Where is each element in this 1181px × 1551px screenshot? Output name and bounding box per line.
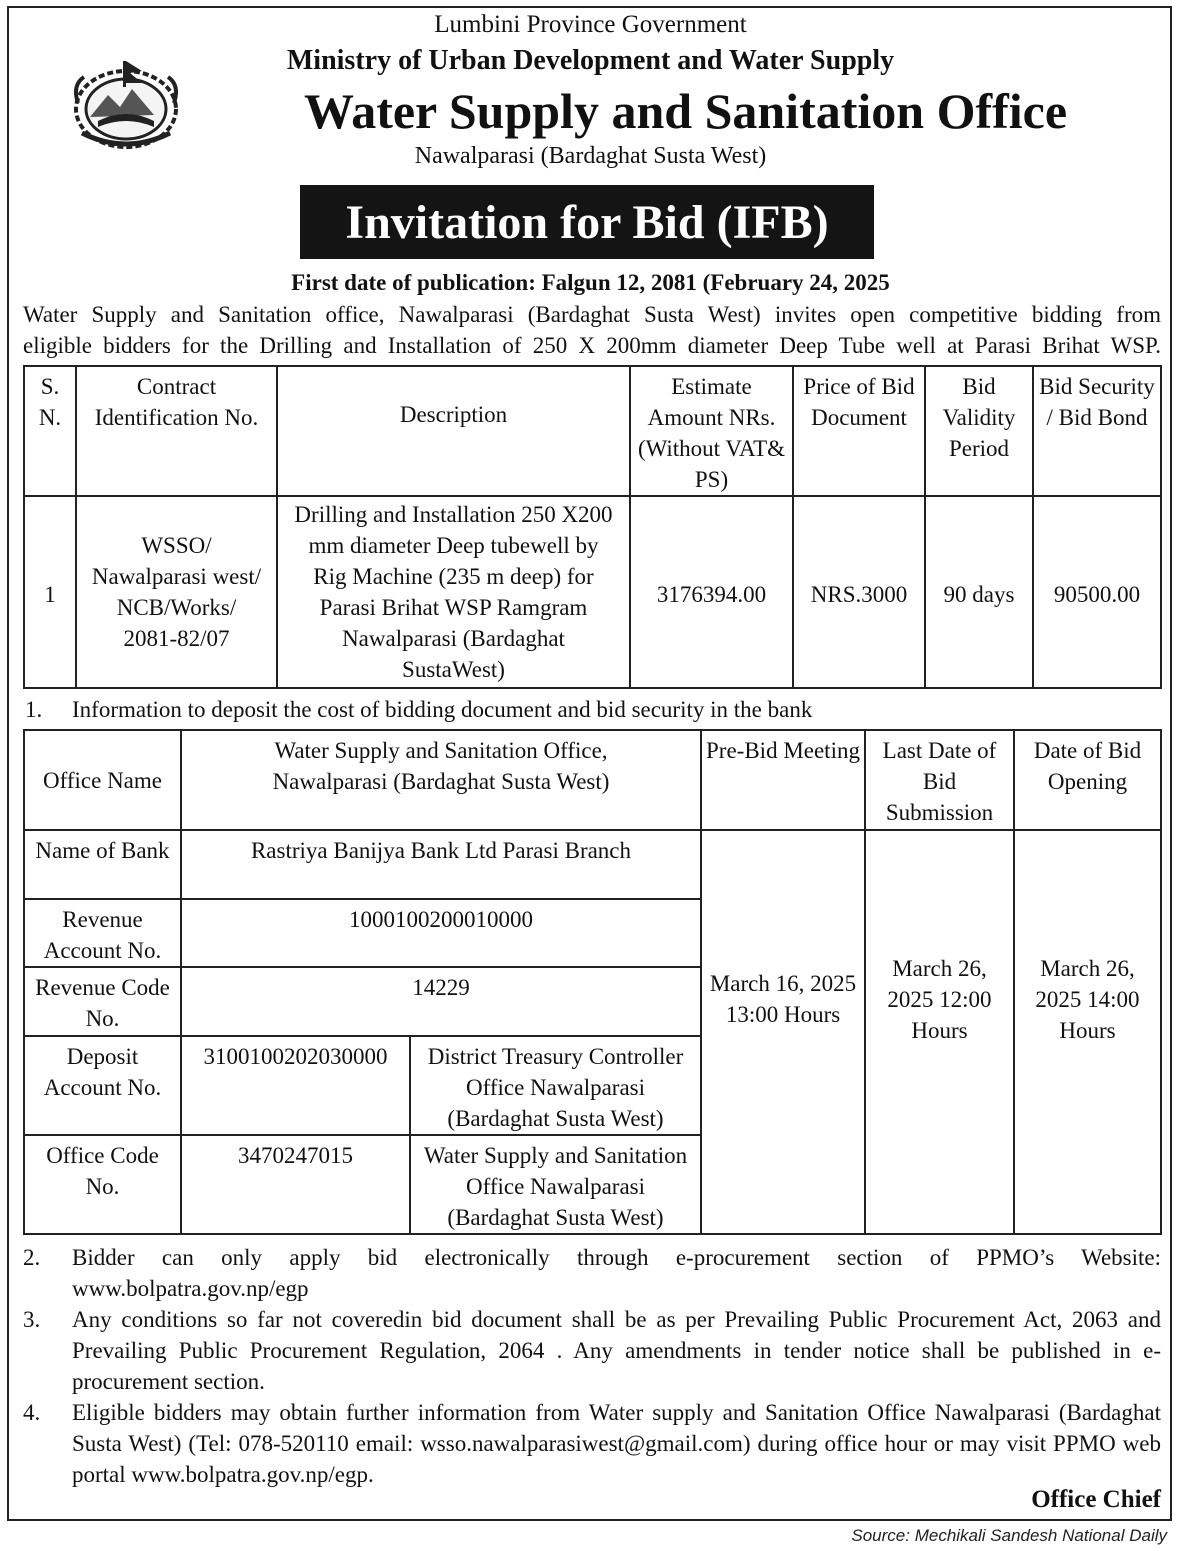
table-header-row [24,366,1161,496]
source-credit: Source: Mechikali Sandesh National Daily [851,1526,1167,1545]
last-date-label: Last Date of Bid Submission [865,730,1014,830]
pre-bid-label: Pre-Bid Meeting [701,730,865,830]
opening-date: March 26, 2025 14:00 Hours [1014,830,1161,1234]
cell-validity: 90 days [925,496,1033,688]
header-validity: Bid Validity Period [925,366,1033,496]
deposit-account-label: Deposit Account No. [24,1036,181,1135]
header-sn: S. N. [24,366,76,496]
table-header-row [24,730,1161,830]
intro-line: Water Supply and Sanitation office, Nawalparasi (Bardaghat Susta West) invites open competitive bidding from [23,302,1161,327]
bank-info-heading [25,697,812,723]
cell-estimate: 3176394.00 [630,496,793,688]
header-price: Price of Bid Document [793,366,925,496]
pre-bid-date: March 16, 2025 13:00 Hours [701,830,865,1234]
deposit-account-office: District Treasury Controller Office Nawalparasi (Bardaghat Susta West) [410,1036,701,1135]
office-location: Nawalparasi (Bardaghat Susta West) [414,143,767,169]
list-item [23,1397,1161,1490]
opening-label: Date of Bid Opening [1014,730,1161,830]
ministry-name: Ministry of Urban Development and Water Supply [286,45,895,76]
list-number: 2. [23,1245,41,1270]
table-row [24,496,1161,688]
office-name-value: Water Supply and Sanitation Office, Nawalparasi (Bardaghat Susta West) [181,730,701,830]
note-text: Any conditions so far not coveredin bid document shall be as per Prevailing Public Procurement Act, 2063 and Prevailing Public Procurement Regulation, 2064 . Any amendments in tender notice shall be published in e-procurement section. [72,1307,1161,1394]
table-row [24,830,1161,899]
note-text: Eligible bidders may obtain further information from Water supply and Sanitation Office Nawalparasi (Bardaghat Susta West) (Tel: 078-520110 email: wsso.nawalparasiwest@gmail.com) during office hour or may visit PPMO web portal www.bolpatra.gov.np/egp. [72,1400,1161,1487]
publication-date: First date of publication: Falgun 12, 2081 (February 24, 2025 [291,270,890,295]
bank-name-value: Rastriya Banijya Bank Ltd Parasi Branch [181,830,701,899]
bid-details-table [23,365,1162,689]
intro-paragraph [23,299,1161,361]
bank-info-text: Information to deposit the cost of bidding document and bid security in the bank [72,697,813,722]
office-code-label: Office Code No. [24,1135,181,1234]
revenue-code-label: Revenue Code No. [24,967,181,1036]
office-name-label: Office Name [24,730,181,830]
cell-price: NRS.3000 [793,496,925,688]
header-contract-id: Contract Identification No. [76,366,277,496]
revenue-account-label: Revenue Account No. [24,899,181,967]
office-code-value: 3470247015 [181,1135,410,1234]
note-text: Bidder can only apply bid electronically through e-procurement section of PPMO’s Website: www.bolpatra.gov.np/egp [72,1245,1161,1301]
list-item [23,1242,1161,1304]
notice-title: Invitation for Bid (IFB) [300,185,874,259]
signature: Office Chief [1031,1486,1161,1513]
bank-details-table [23,729,1162,1235]
cell-sn: 1 [24,496,76,688]
office-code-office: Water Supply and Sanitation Office Nawalparasi (Bardaghat Susta West) [410,1135,701,1234]
notes-list [23,1242,1161,1490]
cell-security: 90500.00 [1033,496,1161,688]
bank-name-label: Name of Bank [24,830,181,899]
cell-contract-id: WSSO/ Nawalparasi west/ NCB/Works/ 2081-82/07 [76,496,277,688]
list-number: 3. [23,1307,41,1332]
deposit-account-value: 3100100202030000 [181,1036,410,1135]
revenue-code-value: 14229 [181,967,701,1036]
cell-description: Drilling and Installation 250 X200 mm diameter Deep tubewell by Rig Machine (235 m deep) for Parasi Brihat WSP Ramgram Nawalparasi (Bardaghat SustaWest) [277,496,630,688]
revenue-account-value: 1000100200010000 [181,899,701,967]
header-security: Bid Security / Bid Bond [1033,366,1161,496]
intro-line: eligible bidders for the Drilling and Installation of 250 X 200mm diameter Deep Tube well at Parasi Brihat WSP. [23,333,1161,358]
office-name: Water Supply and Sanitation Office [303,83,1068,139]
government-name: Lumbini Province Government [434,11,747,38]
header-description: Description [277,366,630,496]
list-number: 4. [23,1400,41,1425]
header-estimate: Estimate Amount NRs. (Without VAT& PS) [630,366,793,496]
submission-date: March 26, 2025 12:00 Hours [865,830,1014,1234]
list-number: 1. [25,697,43,722]
list-item [23,1304,1161,1397]
